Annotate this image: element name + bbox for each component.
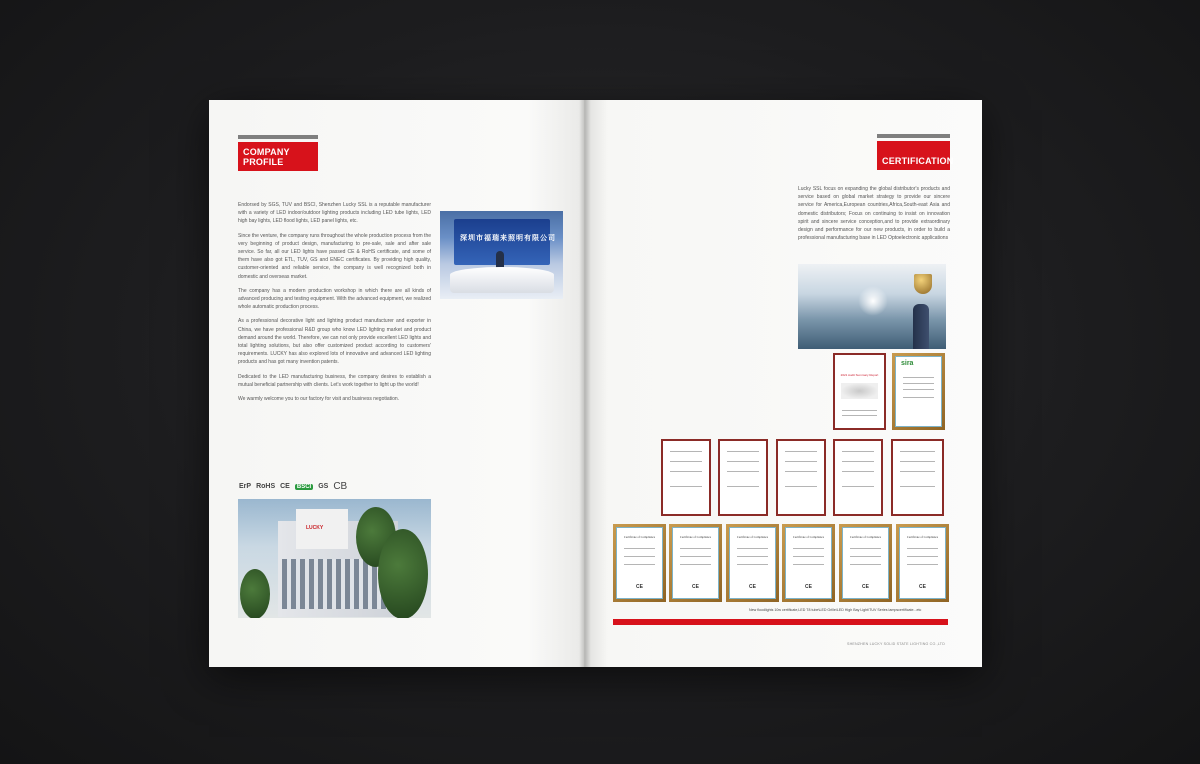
erp-logo: ErP <box>239 483 252 490</box>
ce-certificate-title: Certificate of Compliance <box>736 535 769 539</box>
left-page <box>209 100 584 667</box>
right-page <box>584 100 982 667</box>
ce-certificate <box>726 524 779 602</box>
text-line <box>727 471 759 472</box>
text-line <box>670 486 702 487</box>
text-line <box>670 461 702 462</box>
tree <box>240 569 270 618</box>
text-line <box>907 548 939 549</box>
paragraph: Endorsed by SGS, TUV and BSCI, Shenzhen Lucky SSL is a reputable manufacturer with a variety of LED indoor/outdoor lighting products including LED tube lights, LED high bay lights, LED flood lights, LED panel lights, etc. <box>238 202 431 225</box>
text-line <box>737 564 769 565</box>
certificate-caption: New floodlights 10w certificate,LED T8 tube\LED Grille\LED High Bay Light\TUV Series lampscertificate...etc <box>749 608 922 612</box>
certification-text <box>798 185 950 248</box>
test-certificate <box>833 439 883 516</box>
text-line <box>785 461 817 462</box>
ce-mark: CE <box>919 584 926 590</box>
text-line <box>680 564 712 565</box>
certification-header <box>877 134 954 170</box>
sira-logo: sira <box>901 360 914 367</box>
text-line <box>727 486 759 487</box>
text-line <box>680 556 712 557</box>
ce-certificate <box>896 524 949 602</box>
header-red-bar <box>877 141 954 170</box>
text-line <box>624 564 656 565</box>
text-line <box>903 389 935 390</box>
text-line <box>907 556 939 557</box>
header-grey-bar <box>877 134 950 138</box>
text-line <box>680 548 712 549</box>
ce-logo: CE <box>280 483 290 490</box>
text-line <box>900 471 934 472</box>
book-spine-shadow <box>579 100 591 667</box>
text-line <box>737 556 769 557</box>
text-line <box>900 451 934 452</box>
text-line <box>842 415 876 416</box>
paragraph: Since the venture, the company runs throughout the whole production process from the very beginning of product design, manufacturing to pre-sale, sale and after sale service. So far, all our LED lights have passed CE & RoHS certificate, and some of them have also got ETL, TUV, GS and ENEC certificates. By providing high quality, customer-oriented and reliable service, the company is well recognized both in domestic and overseas market. <box>238 232 431 280</box>
company-footer: SHENZHEN LUCKY SOLID STATE LIGHTING CO.,LTD <box>847 642 945 646</box>
sira-certificate <box>892 353 945 430</box>
sun-glow <box>858 286 888 316</box>
text-line <box>727 451 759 452</box>
paragraph: The company has a modern production workshop in which there are all kinds of advanced producing and testing equipment. With the advanced equipment, we realized whole automatic production process. <box>238 287 431 311</box>
text-line <box>850 564 882 565</box>
gs-logo: GS <box>318 483 329 490</box>
test-certificate <box>776 439 826 516</box>
text-line <box>793 548 825 549</box>
text-line <box>785 451 817 452</box>
text-line <box>670 451 702 452</box>
text-line <box>737 548 769 549</box>
brochure-spread <box>209 100 982 667</box>
ce-certificate-title: Certificate of Compliance <box>679 535 712 539</box>
ce-certificate <box>669 524 722 602</box>
lobby-sign: 深圳市福瑞来照明有限公司 <box>460 235 556 242</box>
text-line <box>842 486 874 487</box>
company-profile-title: COMPANY PROFILE <box>243 147 290 167</box>
ce-certificate-title: Certificate of Compliance <box>623 535 656 539</box>
ce-certificate-title: Certificate of Compliance <box>792 535 825 539</box>
paragraph: We warmly welcome you to our factory for visit and business negotiation. <box>238 396 400 403</box>
ce-certificate <box>613 524 666 602</box>
text-line <box>903 383 935 384</box>
text-line <box>850 548 882 549</box>
text-line <box>785 471 817 472</box>
text-line <box>903 377 935 378</box>
header-grey-bar <box>238 135 318 139</box>
text-line <box>793 564 825 565</box>
ce-mark: CE <box>692 584 699 590</box>
paragraph: Dedicated to the LED manufacturing business, the company desires to establish a mutual beneficial partnership with clients. Let's work together to light up the world! <box>238 373 431 388</box>
text-line <box>907 564 939 565</box>
test-certificate <box>891 439 944 516</box>
trophy-photo <box>798 264 946 349</box>
text-line <box>624 548 656 549</box>
reception-desk <box>450 267 554 293</box>
ce-mark: CE <box>805 584 812 590</box>
lobby-photo <box>440 211 563 299</box>
text-line <box>900 486 934 487</box>
paragraph: As a professional decorative light and lighting product manufacturer and exporter in China, we have professional R&D group who know LED lighting market and product demand around the world. Therefore, we can not only provide excellent LED lights and total lighting solutions, but also offer customized product according to customers' requirements. LUCKY has also explored lots of innovative and advanced LED lighting products and has got many invention patents. <box>238 318 431 366</box>
certification-title: CERTIFICATION <box>882 156 954 166</box>
building-logo: LUCKY <box>306 525 324 531</box>
text-line <box>785 486 817 487</box>
text-line <box>793 556 825 557</box>
footer-red-bar <box>613 619 948 625</box>
ce-mark: CE <box>749 584 756 590</box>
certification-logos <box>239 481 347 492</box>
header-red-bar <box>238 142 318 171</box>
text-line <box>903 397 935 398</box>
text-line <box>670 471 702 472</box>
audit-report-certificate <box>833 353 886 430</box>
company-profile-text <box>238 201 431 409</box>
ce-mark: CE <box>862 584 869 590</box>
raised-arm <box>913 304 929 349</box>
text-line <box>850 556 882 557</box>
ce-certificate <box>839 524 892 602</box>
ce-certificate <box>782 524 835 602</box>
text-line <box>624 556 656 557</box>
trophy-cup <box>914 274 932 294</box>
text-line <box>842 410 876 411</box>
world-map <box>841 383 878 399</box>
company-profile-header <box>238 135 318 171</box>
bsci-logo: BSCI <box>296 483 312 490</box>
text-line <box>727 461 759 462</box>
paragraph: Lucky SSL focus on expanding the global distributor's products and service based on global market strategy to provide our sincere service for America,European countries,Africa,South-east Asia and domestic distributors; Focus on continuing to insist on innovation spirit and sincere service conception,and to provide extraordinary design and performance for our new products, in order to build a professional manufacturing base in LED Optoelectronic applications <box>798 186 950 242</box>
test-certificate <box>661 439 711 516</box>
text-line <box>842 461 874 462</box>
ce-mark: CE <box>636 584 643 590</box>
text-line <box>842 451 874 452</box>
audit-report-title: 2021 Audit Summary Report <box>840 373 879 377</box>
text-line <box>900 461 934 462</box>
cb-logo: CB <box>333 481 348 492</box>
ce-certificate-title: Certificate of Compliance <box>849 535 882 539</box>
factory-building-photo <box>238 499 431 618</box>
tree <box>378 529 428 618</box>
text-line <box>842 471 874 472</box>
ce-certificate-title: Certificate of Compliance <box>906 535 939 539</box>
test-certificate <box>718 439 768 516</box>
rohs-logo: RoHS <box>256 483 276 490</box>
